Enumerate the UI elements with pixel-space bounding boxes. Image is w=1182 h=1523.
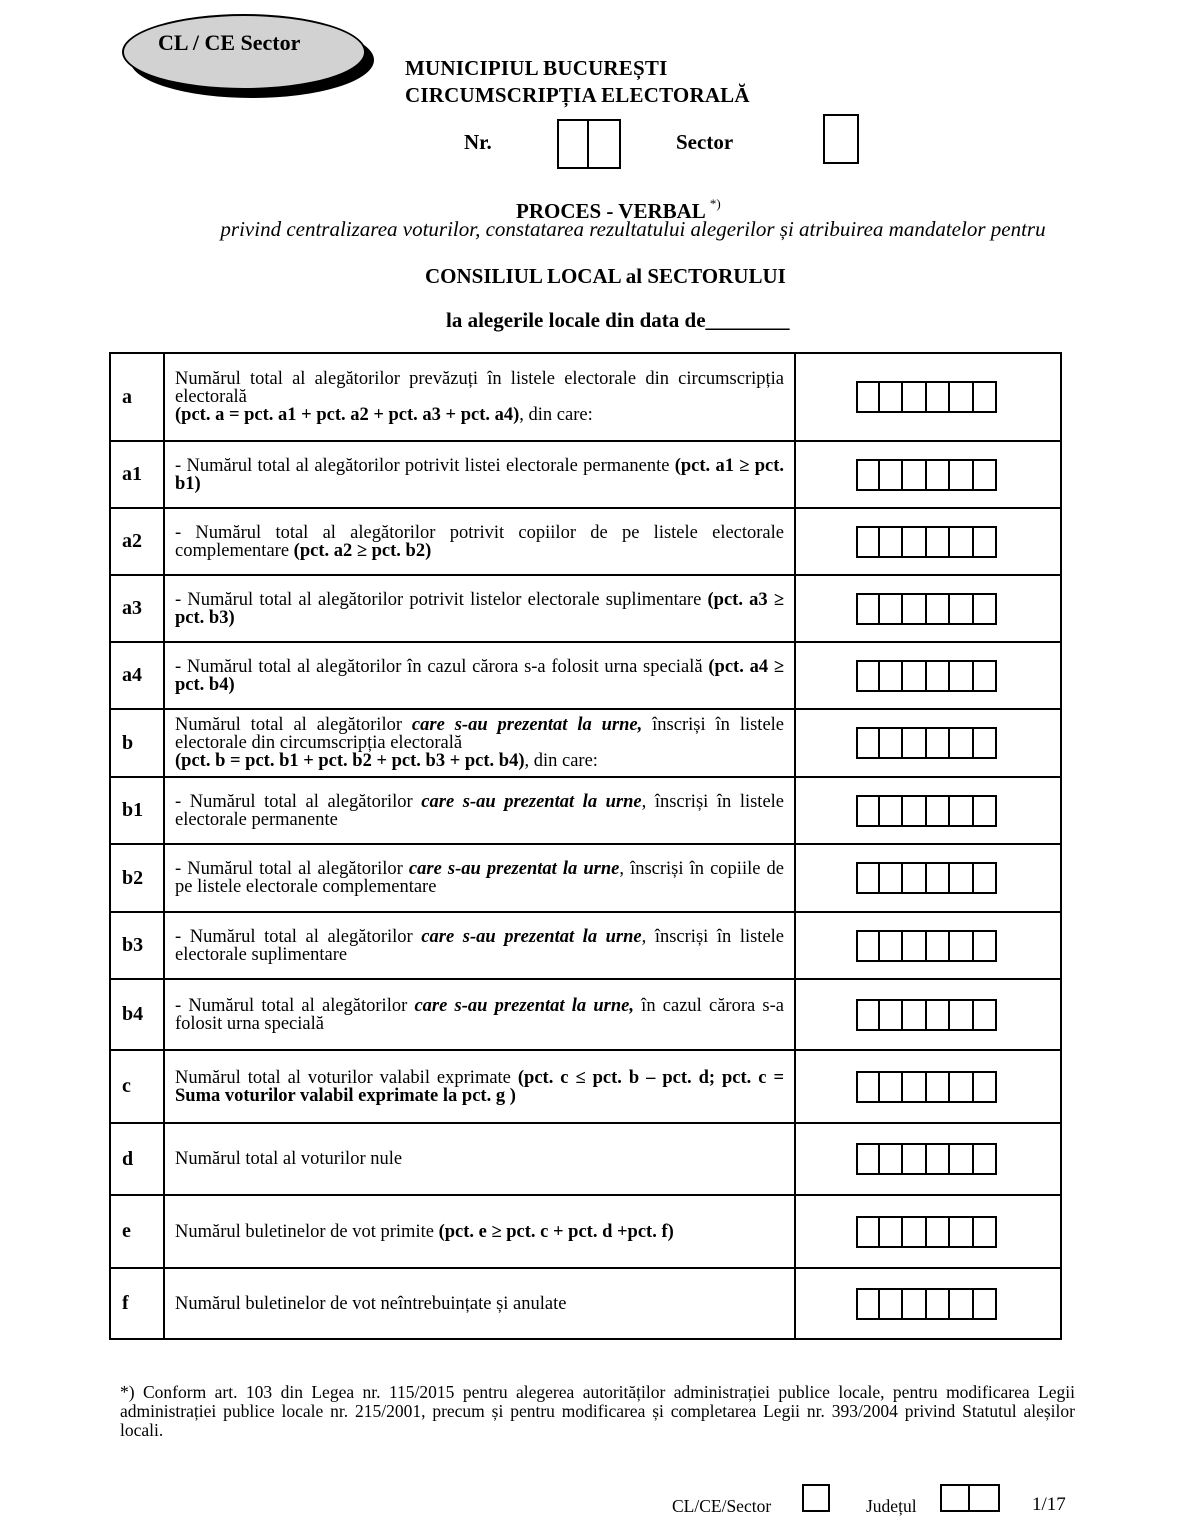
row-code: b <box>110 709 164 777</box>
row-description <box>164 1123 795 1195</box>
table-row <box>110 642 1061 709</box>
row-description-text: - Numărul total al alegătorilor potrivit listei electorale permanente <box>175 455 675 476</box>
row-description-text: (pct. a = pct. a1 + pct. a2 + pct. a3 + pct. a4) <box>175 405 520 425</box>
row-value-cells <box>795 979 1061 1050</box>
digit-box[interactable] <box>927 1288 951 1320</box>
digit-box[interactable] <box>950 1216 974 1248</box>
digit-box[interactable] <box>856 862 880 894</box>
row-description-text: - Numărul total al alegătorilor <box>175 791 422 812</box>
row-value-cells <box>795 508 1061 575</box>
digit-boxes[interactable] <box>856 999 1060 1031</box>
digit-box[interactable] <box>974 593 998 625</box>
row-description-text: - Numărul total al alegătorilor <box>175 859 409 879</box>
row-code: b2 <box>110 844 164 912</box>
row-description-text: (pct. a3 ≥ pct. b3) <box>175 589 784 628</box>
digit-boxes[interactable] <box>856 1288 1060 1320</box>
digit-box[interactable] <box>927 1071 951 1103</box>
digit-box[interactable] <box>974 930 998 962</box>
row-description-text: (pct. a2 ≥ pct. b2) <box>293 540 432 561</box>
judet-digit-box[interactable] <box>970 1484 1000 1512</box>
row-description-text: Numărul total al alegătorilor prevăzuți în listele electorale din circumscripția electorală <box>175 369 784 407</box>
digit-box[interactable] <box>950 795 974 827</box>
row-description <box>164 1050 795 1123</box>
row-code: b4 <box>110 979 164 1050</box>
footer-judet-label: Județul <box>866 1496 917 1516</box>
footer-ce-label: CL/CE/Sector <box>672 1496 772 1516</box>
digit-box[interactable] <box>856 1288 880 1320</box>
row-code: b1 <box>110 777 164 844</box>
row-description-text: - Numărul total al alegătorilor potrivit copiilor de pe listele electorale complementare <box>175 522 784 561</box>
judet-digit-box[interactable] <box>940 1484 970 1512</box>
digit-box[interactable] <box>856 930 880 962</box>
digit-box[interactable] <box>974 526 998 558</box>
digit-box[interactable] <box>974 1143 998 1175</box>
digit-box[interactable] <box>927 593 951 625</box>
row-description <box>164 1195 795 1268</box>
row-description-text: - Numărul total al alegătorilor <box>175 926 422 947</box>
row-description-text: , înscriși în listele electorale suplimentare <box>175 926 784 965</box>
row-description <box>164 508 795 575</box>
digit-box[interactable] <box>974 1288 998 1320</box>
table-row <box>110 1268 1061 1339</box>
row-code: e <box>110 1195 164 1268</box>
digit-box[interactable] <box>950 593 974 625</box>
row-code: a3 <box>110 575 164 642</box>
table-row <box>110 508 1061 575</box>
digit-box[interactable] <box>950 999 974 1031</box>
row-description <box>164 709 795 777</box>
digit-box[interactable] <box>950 526 974 558</box>
page-number: 1/17 <box>1032 1494 1066 1515</box>
digit-boxes[interactable] <box>856 862 1060 894</box>
row-value-cells <box>795 709 1061 777</box>
row-code: a1 <box>110 441 164 508</box>
digit-box[interactable] <box>880 1216 904 1248</box>
row-description <box>164 441 795 508</box>
row-value-cells <box>795 441 1061 508</box>
digit-boxes[interactable] <box>856 660 1060 692</box>
digit-boxes[interactable] <box>856 930 1060 962</box>
digit-box[interactable] <box>950 660 974 692</box>
digit-box[interactable] <box>927 727 951 759</box>
constituency-heading: CIRCUMSCRIPȚIA ELECTORALĂ <box>405 83 750 107</box>
digit-box[interactable] <box>950 862 974 894</box>
digit-box[interactable] <box>927 999 951 1031</box>
row-description-text: - Numărul total al alegătorilor potrivit listelor electorale suplimentare <box>175 589 708 610</box>
digit-boxes[interactable] <box>856 727 1060 759</box>
digit-box[interactable] <box>880 593 904 625</box>
row-description-text: Numărul buletinelor de vot neîntrebuințate și anulate <box>175 1293 567 1314</box>
row-value-cells <box>795 575 1061 642</box>
row-value-cells <box>795 1050 1061 1123</box>
digit-box[interactable] <box>927 459 951 491</box>
footnote: *) Conform art. 103 din Legea nr. 115/2015 pentru alegerea autorităților administrației publice locale, pentru modificarea Legii administrației publice locale nr. 215/2001, precum și pentru modificarea și completarea Legii nr. 393/2004 privind Statutul aleșilor locali. <box>120 1382 1075 1440</box>
sector-label: Sector <box>676 130 734 154</box>
row-description-text: (pct. c ≤ pct. b – pct. d; pct. c = Suma voturilor valabil exprimate la pct. g ) <box>175 1067 784 1106</box>
row-description-text: Numărul total al voturilor valabil exprimate <box>175 1067 518 1088</box>
table-row <box>110 979 1061 1050</box>
digit-box[interactable] <box>856 1143 880 1175</box>
digit-boxes[interactable] <box>856 526 1060 558</box>
row-value-cells <box>795 1268 1061 1339</box>
row-description-text: , înscriși în listele electorale permanente <box>175 791 784 830</box>
digit-box[interactable] <box>856 526 880 558</box>
row-value-cells <box>795 353 1061 441</box>
row-description-text: care s-au prezentat la urne, <box>414 995 634 1016</box>
table-row <box>110 844 1061 912</box>
digit-box[interactable] <box>927 381 951 413</box>
digit-boxes[interactable] <box>856 593 1060 625</box>
row-description-text: în cazul cărora s-a folosit urna specială <box>175 995 784 1034</box>
row-description-text: Numărul buletinelor de vot primite <box>175 1221 439 1242</box>
table-row <box>110 575 1061 642</box>
digit-box[interactable] <box>974 999 998 1031</box>
sector-input-box[interactable] <box>823 114 859 164</box>
digit-box[interactable] <box>903 593 927 625</box>
digit-box[interactable] <box>974 1216 998 1248</box>
digit-box[interactable] <box>903 930 927 962</box>
row-description-text: care s-au prezentat la urne <box>421 926 642 947</box>
row-code: a4 <box>110 642 164 709</box>
digit-box[interactable] <box>927 795 951 827</box>
footer-judet-boxes[interactable] <box>940 1484 1000 1512</box>
table-row <box>110 1195 1061 1268</box>
digit-box[interactable] <box>927 1143 951 1175</box>
row-code: c <box>110 1050 164 1123</box>
row-code: a <box>110 353 164 441</box>
nr-digit-box[interactable] <box>589 119 621 169</box>
digit-box[interactable] <box>927 930 951 962</box>
digit-box[interactable] <box>856 727 880 759</box>
digit-box[interactable] <box>903 1143 927 1175</box>
municipality-heading: MUNICIPIUL BUCUREȘTI <box>405 56 668 80</box>
table-row <box>110 912 1061 979</box>
row-description-text: care s-au prezentat la urne, <box>411 715 643 735</box>
digit-box[interactable] <box>880 381 904 413</box>
digit-box[interactable] <box>903 862 927 894</box>
document-subtitle: privind centralizarea voturilor, constatarea rezultatului alegerilor și atribuirea mandatelor pentru <box>220 217 1046 241</box>
nr-input-boxes[interactable] <box>557 119 621 169</box>
digit-box[interactable] <box>950 1288 974 1320</box>
digit-box[interactable] <box>903 1216 927 1248</box>
digit-box[interactable] <box>974 727 998 759</box>
title-footnote-marker: *) <box>709 196 721 211</box>
digit-box[interactable] <box>927 526 951 558</box>
row-code: f <box>110 1268 164 1339</box>
digit-boxes[interactable] <box>856 459 1060 491</box>
digit-box[interactable] <box>903 1288 927 1320</box>
row-value-cells <box>795 642 1061 709</box>
digit-box[interactable] <box>927 862 951 894</box>
row-description-text: (pct. e ≥ pct. c + pct. d +pct. f) <box>438 1221 674 1242</box>
digit-box[interactable] <box>974 862 998 894</box>
badge-text: CL / CE Sector <box>158 30 301 55</box>
row-description <box>164 575 795 642</box>
footer-ce-box[interactable] <box>802 1484 830 1512</box>
results-table <box>109 352 1062 1340</box>
nr-label: Nr. <box>464 130 492 154</box>
row-description-text: , înscriși în copiile de pe listele electorale complementare <box>175 859 784 897</box>
digit-box[interactable] <box>974 795 998 827</box>
digit-box[interactable] <box>974 1071 998 1103</box>
digit-box[interactable] <box>950 381 974 413</box>
row-description <box>164 1268 795 1339</box>
row-value-cells <box>795 1123 1061 1195</box>
table-row <box>110 441 1061 508</box>
row-code: d <box>110 1123 164 1195</box>
digit-box[interactable] <box>974 459 998 491</box>
table-row <box>110 1050 1061 1123</box>
row-description <box>164 353 795 441</box>
digit-box[interactable] <box>903 381 927 413</box>
digit-box[interactable] <box>950 459 974 491</box>
digit-box[interactable] <box>927 1216 951 1248</box>
title-text: PROCES - VERBAL <box>516 199 706 223</box>
digit-box[interactable] <box>880 526 904 558</box>
table-row <box>110 709 1061 777</box>
digit-box[interactable] <box>950 1143 974 1175</box>
table-row <box>110 777 1061 844</box>
digit-box[interactable] <box>903 795 927 827</box>
row-description-text: (pct. b = pct. b1 + pct. b2 + pct. b3 + pct. b4) <box>175 751 525 771</box>
digit-box[interactable] <box>856 795 880 827</box>
digit-box[interactable] <box>856 381 880 413</box>
election-date-line: la alegerile locale din data de________ <box>446 308 790 332</box>
digit-box[interactable] <box>880 795 904 827</box>
row-description <box>164 912 795 979</box>
row-value-cells <box>795 844 1061 912</box>
digit-box[interactable] <box>903 999 927 1031</box>
digit-box[interactable] <box>974 660 998 692</box>
digit-box[interactable] <box>856 660 880 692</box>
row-value-cells <box>795 912 1061 979</box>
row-description-text: înscriși în listele electorale din circumscripția electorală <box>175 715 785 753</box>
table-row <box>110 353 1061 441</box>
row-description <box>164 777 795 844</box>
digit-box[interactable] <box>880 459 904 491</box>
table-row <box>110 1123 1061 1195</box>
digit-box[interactable] <box>880 862 904 894</box>
row-description-text: - Numărul total al alegătorilor <box>175 995 415 1016</box>
digit-boxes[interactable] <box>856 1143 1060 1175</box>
row-code: b3 <box>110 912 164 979</box>
digit-boxes[interactable] <box>856 795 1060 827</box>
digit-boxes[interactable] <box>856 381 1060 413</box>
row-description <box>164 979 795 1050</box>
row-description-text: care s-au prezentat la urne <box>408 859 620 879</box>
nr-digit-box[interactable] <box>557 119 589 169</box>
digit-box[interactable] <box>903 526 927 558</box>
digit-boxes[interactable] <box>856 1071 1060 1103</box>
row-description-text: , din care: <box>519 405 593 425</box>
row-value-cells <box>795 777 1061 844</box>
digit-box[interactable] <box>856 459 880 491</box>
row-description-text: , din care: <box>524 751 598 771</box>
row-description-text: (pct. a4 ≥ pct. b4) <box>175 656 784 695</box>
row-description <box>164 844 795 912</box>
digit-box[interactable] <box>974 381 998 413</box>
digit-box[interactable] <box>856 999 880 1031</box>
digit-box[interactable] <box>880 999 904 1031</box>
cl-ce-sector-badge <box>122 14 366 90</box>
digit-box[interactable] <box>880 930 904 962</box>
digit-box[interactable] <box>903 660 927 692</box>
row-code: a2 <box>110 508 164 575</box>
digit-box[interactable] <box>880 1071 904 1103</box>
digit-box[interactable] <box>856 593 880 625</box>
digit-box[interactable] <box>880 1288 904 1320</box>
row-description-text: (pct. a1 ≥ pct. b1) <box>175 455 784 494</box>
row-description <box>164 642 795 709</box>
digit-box[interactable] <box>856 1071 880 1103</box>
digit-box[interactable] <box>950 930 974 962</box>
digit-box[interactable] <box>880 727 904 759</box>
digit-box[interactable] <box>950 727 974 759</box>
digit-box[interactable] <box>903 1071 927 1103</box>
council-heading: CONSILIUL LOCAL al SECTORULUI <box>425 264 786 288</box>
digit-boxes[interactable] <box>856 1216 1060 1248</box>
digit-box[interactable] <box>950 1071 974 1103</box>
digit-box[interactable] <box>903 727 927 759</box>
row-value-cells <box>795 1195 1061 1268</box>
row-description-text: care s-au prezentat la urne <box>421 791 642 812</box>
row-description-text: - Numărul total al alegătorilor în cazul cărora s-a folosit urna specială <box>175 656 709 677</box>
digit-box[interactable] <box>856 1216 880 1248</box>
row-description-text: Numărul total al alegătorilor <box>175 715 412 735</box>
digit-box[interactable] <box>927 660 951 692</box>
digit-box[interactable] <box>880 660 904 692</box>
digit-box[interactable] <box>880 1143 904 1175</box>
digit-box[interactable] <box>903 459 927 491</box>
row-description-text: Numărul total al voturilor nule <box>175 1149 403 1169</box>
